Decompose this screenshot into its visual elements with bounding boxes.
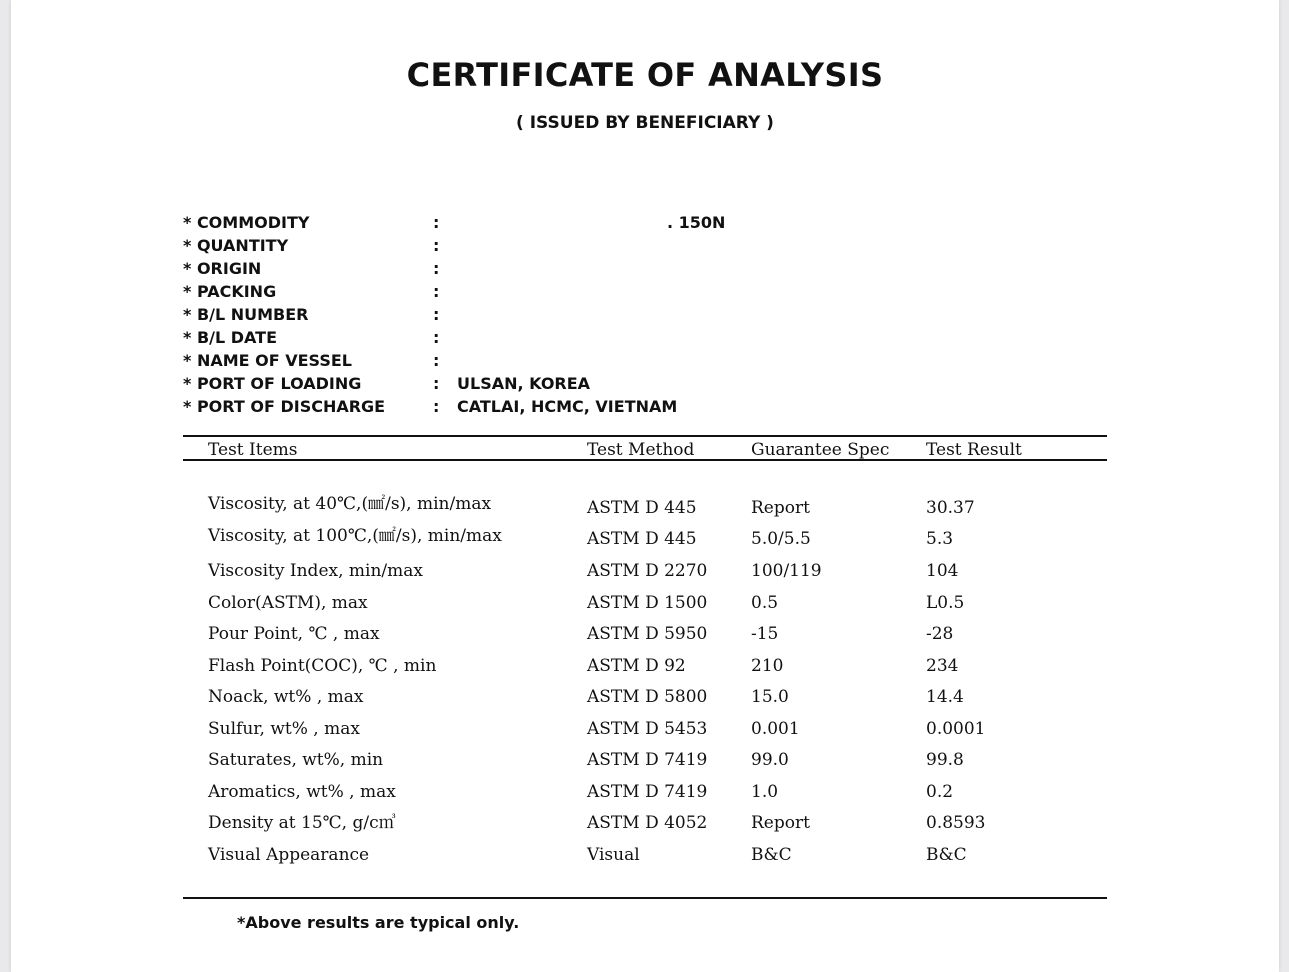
row-result: 0.0001 (926, 719, 986, 739)
row-item: Aromatics, wt% , max (208, 782, 396, 802)
row-result: 99.8 (926, 750, 964, 770)
row-result: -28 (926, 624, 954, 644)
row-method: ASTM D 5950 (587, 624, 708, 644)
row-spec: 5.0/5.5 (751, 529, 811, 549)
vessel-colon: : (433, 351, 440, 370)
bl-date-colon: : (433, 328, 440, 347)
table-row (183, 811, 1107, 835)
row-method: ASTM D 2270 (587, 561, 708, 581)
port-of-loading-value: ULSAN, KOREA (457, 374, 591, 393)
row-result: 0.8593 (926, 813, 986, 833)
table-row (183, 524, 1107, 548)
row-method: ASTM D 7419 (587, 782, 708, 802)
port-of-discharge-colon: : (433, 397, 440, 416)
origin-label: * ORIGIN (183, 259, 262, 278)
header-test-items: Test Items (208, 440, 298, 460)
quantity-label: * QUANTITY (183, 236, 289, 255)
port-of-loading-colon: : (433, 374, 440, 393)
row-item: Density at 15℃, g/c㎥ (208, 813, 396, 833)
header-test-method: Test Method (587, 440, 695, 460)
row-spec: 15.0 (751, 687, 789, 707)
vessel-label: * NAME OF VESSEL (183, 351, 352, 370)
table-row (183, 591, 1107, 615)
row-result: 104 (926, 561, 959, 581)
row-method: ASTM D 92 (587, 656, 686, 676)
document-title: CERTIFICATE OF ANALYSIS (406, 56, 884, 94)
packing-label: * PACKING (183, 282, 277, 301)
row-method: ASTM D 5800 (587, 687, 708, 707)
table-row (183, 748, 1107, 772)
table-header (183, 438, 1107, 462)
bl-number-label: * B/L NUMBER (183, 305, 309, 324)
row-item: Viscosity, at 40℃,(㎟/s), min/max (208, 494, 492, 514)
row-result: B&C (926, 845, 967, 865)
row-spec: 99.0 (751, 750, 789, 770)
bl-number-colon: : (433, 305, 440, 324)
row-method: ASTM D 445 (587, 498, 697, 518)
row-method: ASTM D 1500 (587, 593, 708, 613)
table-row (183, 622, 1107, 646)
port-of-discharge-label: * PORT OF DISCHARGE (183, 397, 386, 416)
table-row (183, 654, 1107, 678)
table-row (183, 559, 1107, 583)
row-result: 0.2 (926, 782, 954, 802)
certificate-page (11, 0, 1279, 972)
row-item: Viscosity, at 100℃,(㎟/s), min/max (208, 526, 502, 546)
table-row (183, 717, 1107, 741)
row-spec: -15 (751, 624, 779, 644)
origin-colon: : (433, 259, 440, 278)
quantity-colon: : (433, 236, 440, 255)
header-guarantee-spec: Guarantee Spec (751, 440, 890, 460)
row-spec: 0.001 (751, 719, 800, 739)
row-result: 30.37 (926, 498, 975, 518)
row-item: Saturates, wt%, min (208, 750, 384, 770)
commodity-value: . 150N (667, 213, 726, 232)
row-method: Visual (587, 845, 640, 865)
row-spec: 210 (751, 656, 784, 676)
header-test-result: Test Result (926, 440, 1022, 460)
row-spec: 0.5 (751, 593, 779, 613)
row-method: ASTM D 5453 (587, 719, 708, 739)
table-bottom-rule (183, 897, 1107, 899)
port-of-discharge-value: CATLAI, HCMC, VIETNAM (457, 397, 678, 416)
row-spec: 1.0 (751, 782, 779, 802)
table-row (183, 780, 1107, 804)
footnote: *Above results are typical only. (237, 913, 520, 932)
row-spec: B&C (751, 845, 792, 865)
table-row (183, 843, 1107, 867)
row-result: 234 (926, 656, 959, 676)
row-spec: Report (751, 498, 810, 518)
row-method: ASTM D 7419 (587, 750, 708, 770)
row-item: Flash Point(COC), ℃ , min (208, 656, 437, 676)
packing-colon: : (433, 282, 440, 301)
row-result: 14.4 (926, 687, 964, 707)
row-method: ASTM D 4052 (587, 813, 708, 833)
document-subtitle: ( ISSUED BY BENEFICIARY ) (516, 113, 774, 133)
bl-date-label: * B/L DATE (183, 328, 278, 347)
commodity-colon: : (433, 213, 440, 232)
port-of-loading-label: * PORT OF LOADING (183, 374, 362, 393)
row-item: Visual Appearance (208, 845, 370, 865)
commodity-label: * COMMODITY (183, 213, 310, 232)
row-method: ASTM D 445 (587, 529, 697, 549)
row-item: Pour Point, ℃ , max (208, 624, 380, 644)
row-item: Color(ASTM), max (208, 593, 368, 613)
row-result: 5.3 (926, 529, 954, 549)
row-result: L0.5 (926, 593, 965, 613)
row-spec: Report (751, 813, 810, 833)
row-item: Sulfur, wt% , max (208, 719, 360, 739)
row-item: Noack, wt% , max (208, 687, 364, 707)
table-top-rule (183, 435, 1107, 437)
row-spec: 100/119 (751, 561, 822, 581)
table-row (183, 492, 1107, 516)
row-item: Viscosity Index, min/max (208, 561, 423, 581)
table-row (183, 685, 1107, 709)
